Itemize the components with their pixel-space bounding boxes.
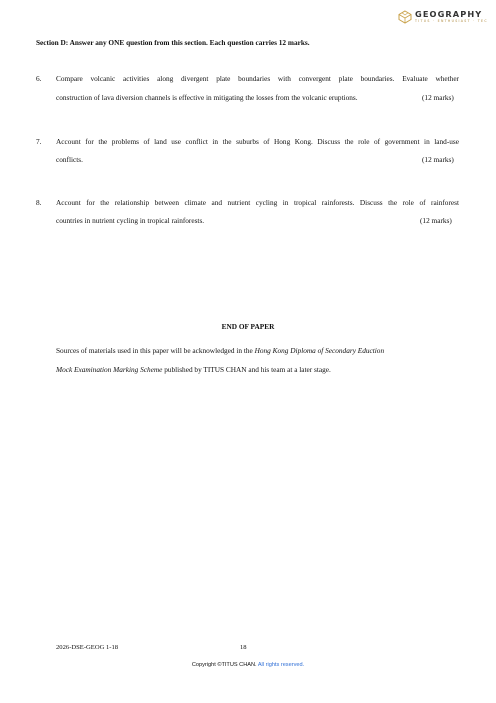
question-number-7: 7. — [36, 137, 42, 146]
question-6-marks: (12 marks) — [422, 93, 454, 102]
sources-line-2-italic: Mock Examination Marking Scheme — [56, 365, 163, 374]
logo-subtitle: TITUS · ENTHUSIAST · TEC — [415, 19, 488, 24]
paper-code: 2026-DSE-GEOG 1-18 — [56, 644, 119, 651]
question-6-line-2: construction of lava diversion channels is effective in mitigating the losses from the volcanic eruptions. — [56, 93, 358, 102]
copyright-suffix: All rights reserved. — [257, 662, 305, 668]
copyright-notice — [0, 662, 496, 668]
logo-title: GEOGRAPHY — [415, 9, 483, 19]
question-8-line-1: Account for the relationship between climate and nutrient cycling in tropical rainforests. Discuss the role of rainforest — [56, 198, 459, 207]
geometric-logo-icon — [398, 10, 412, 24]
sources-line-1 — [56, 346, 384, 355]
page-number: 18 — [240, 644, 247, 651]
copyright-prefix: Copyright ©TITUS CHAN. — [191, 662, 258, 668]
end-of-paper: END OF PAPER — [221, 322, 275, 331]
question-number-6: 6. — [36, 74, 42, 83]
sources-line-1-text: Sources of materials used in this paper will be acknowledged in the — [56, 346, 255, 355]
question-8-line-2: countries in nutrient cycling in tropical rainforests. — [56, 216, 205, 225]
section-heading: Section D: Answer any ONE question from this section. Each question carries 12 marks. — [36, 38, 310, 47]
question-number-8: 8. — [36, 198, 42, 207]
sources-line-2 — [56, 365, 331, 374]
question-8-marks: (12 marks) — [420, 216, 452, 225]
geography-logo — [398, 10, 490, 30]
question-6-line-1: Compare volcanic activities along divergent plate boundaries with convergent plate boundaries. Evaluate whether — [56, 74, 459, 83]
sources-line-1-italic: Hong Kong Diploma of Secondary Eduction — [254, 346, 385, 355]
question-7-line-2: conflicts. — [56, 155, 83, 164]
question-7-line-1: Account for the problems of land use conflict in the suburbs of Hong Kong. Discuss the role of government in land-use — [56, 137, 459, 146]
sources-line-2-text: published by TITUS CHAN and his team at a later stage. — [162, 365, 331, 374]
question-7-marks: (12 marks) — [422, 155, 454, 164]
